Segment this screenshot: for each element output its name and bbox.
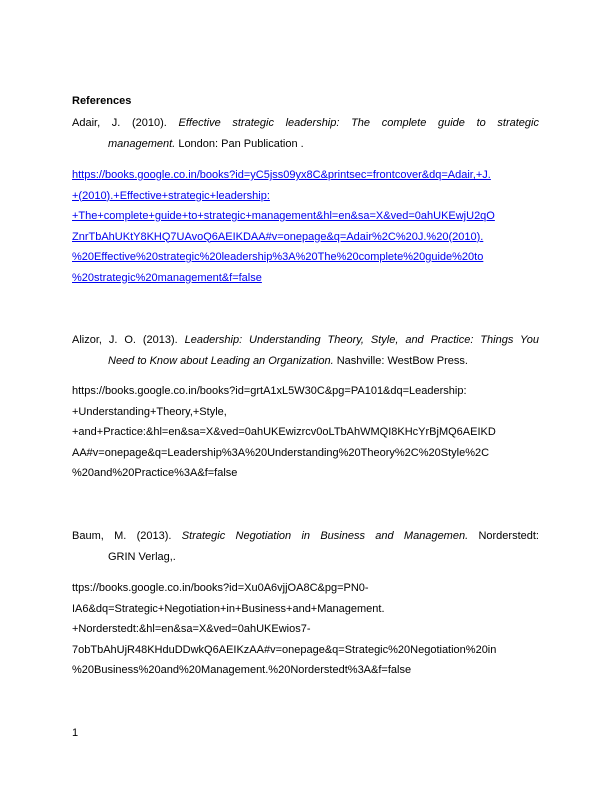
reference-entry xyxy=(72,113,539,154)
reference-line xyxy=(72,526,539,547)
url-line[interactable]: +(2010).+Effective+strategic+leadership: xyxy=(72,189,270,202)
reference-author-year: Baum, M. (2013). xyxy=(72,530,182,542)
url-line[interactable]: %20strategic%20management&f=false xyxy=(72,271,262,284)
url-line: +and+Practice:&hl=en&sa=X&ved=0ahUKEwizrcv0oLTbAhWMQI8KHcYrBjMQ6AEIKD xyxy=(72,426,496,438)
reference-title-cont: Need to Know about Leading an Organization. xyxy=(108,354,334,367)
reference-entry xyxy=(72,330,539,371)
reference-place: Norderstedt: xyxy=(468,530,539,542)
url-line[interactable]: %20Effective%20strategic%20leadership%3A%20The%20complete%20guide%20to xyxy=(72,251,484,263)
reference-line xyxy=(72,134,539,155)
url-line: AA#v=onepage&q=Leadership%3A%20Understanding%20Theory%2C%20Style%2C xyxy=(72,446,490,459)
page-number: 1 xyxy=(72,727,79,739)
reference-title: Effective strategic leadership: The complete guide to strategic xyxy=(178,117,539,129)
reference-publisher: London: Pan Publication . xyxy=(175,137,304,150)
reference-author-year: Alizor, J. O. (2013). xyxy=(72,334,185,346)
url-line[interactable]: https://books.google.co.in/books?id=yC5jss09yx8C&printsec=frontcover&dq=Adair,+J. xyxy=(72,169,491,181)
reference-title: Leadership: Understanding Theory, Style, and Practice: Things You xyxy=(184,334,539,346)
reference-author-year: Adair, J. (2010). xyxy=(72,117,179,129)
reference-publisher: GRIN Verlag,. xyxy=(108,550,176,563)
url-line: %20Business%20and%20Management.%20Norderstedt%3A&f=false xyxy=(72,664,412,676)
reference-line xyxy=(72,113,539,134)
reference-url[interactable] xyxy=(72,165,542,288)
reference-line xyxy=(72,351,539,372)
url-line: ttps://books.google.co.in/books?id=Xu0A6vjjOA8C&pg=PN0- xyxy=(72,582,369,594)
url-line: 7obTbAhUjR48KHduDDwkQ6AEIKzAA#v=onepage&q=Strategic%20Negotiation%20in xyxy=(72,643,497,656)
reference-title: Strategic Negotiation in Business and Managemen. xyxy=(181,530,469,542)
reference-line xyxy=(72,330,539,351)
reference-line xyxy=(72,547,539,568)
url-line: +Norderstedt:&hl=en&sa=X&ved=0ahUKEwios7- xyxy=(72,623,311,635)
url-line: IA6&dq=Strategic+Negotiation+in+Business+and+Management. xyxy=(72,602,385,615)
reference-url xyxy=(72,578,542,681)
url-line: %20and%20Practice%3A&f=false xyxy=(72,467,238,479)
url-line: https://books.google.co.in/books?id=grtA1xL5W30C&pg=PA101&dq=Leadership: xyxy=(72,385,467,397)
reference-url xyxy=(72,381,542,484)
url-line[interactable]: ZnrTbAhUKtY8KHQ7UAvoQ6AEIKDAA#v=onepage&q=Adair%2C%20J.%20(2010). xyxy=(72,230,484,243)
reference-entry xyxy=(72,526,539,567)
reference-publisher: Nashville: WestBow Press. xyxy=(333,354,468,367)
url-line[interactable]: +The+complete+guide+to+strategic+management&hl=en&sa=X&ved=0ahUKEwjU2qO xyxy=(72,210,495,222)
references-heading: References xyxy=(72,95,132,107)
url-line: +Understanding+Theory,+Style, xyxy=(72,405,227,418)
reference-title-cont: management. xyxy=(108,137,176,150)
